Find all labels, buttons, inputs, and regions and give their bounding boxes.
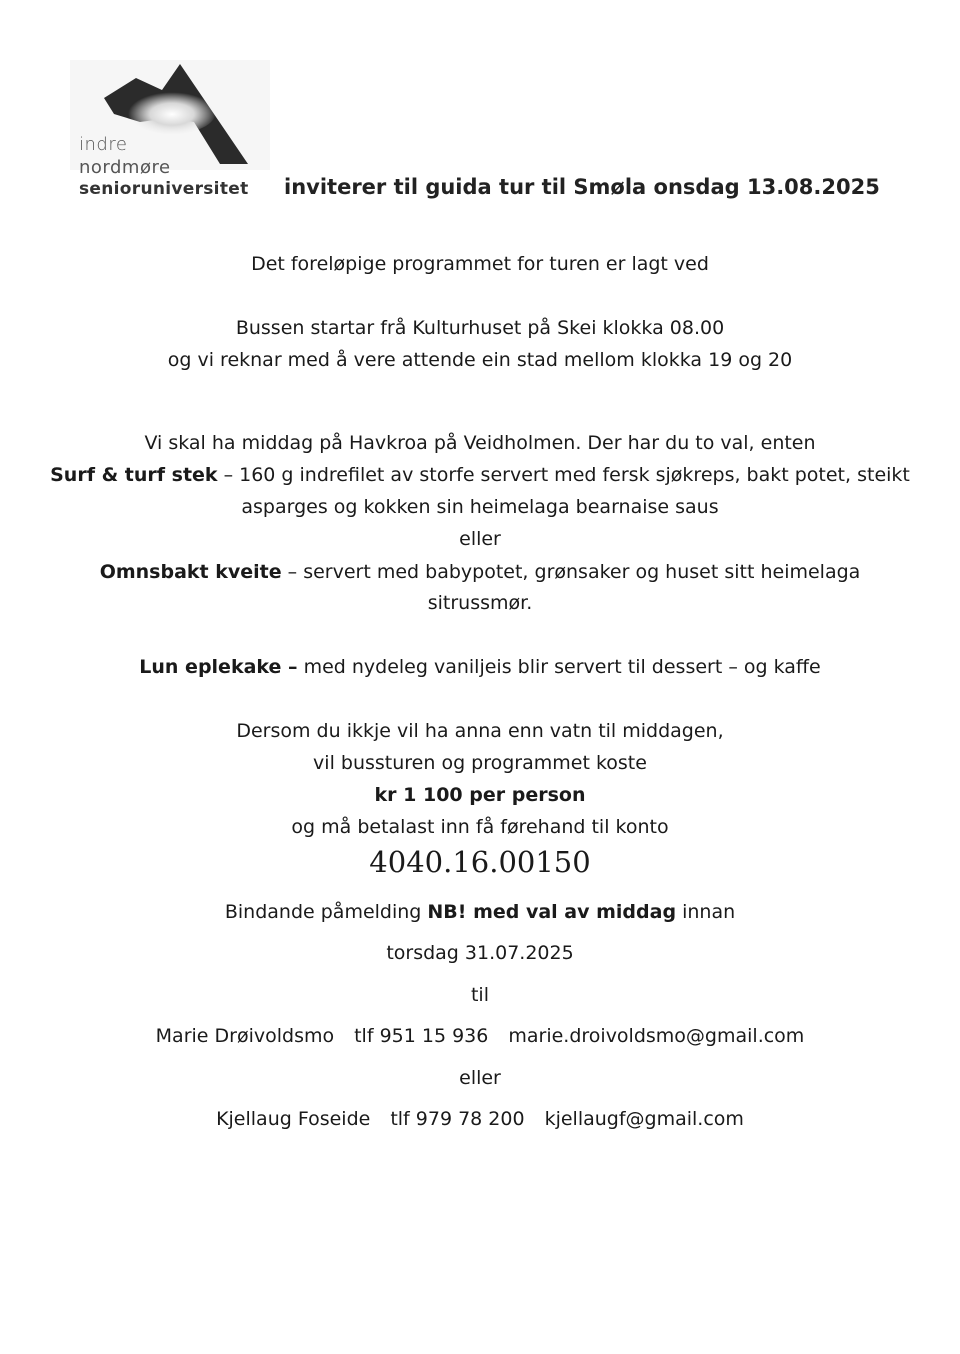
contact-name: Kjellaug Foseide: [216, 1108, 371, 1130]
contact-phone: tlf 979 78 200: [390, 1108, 525, 1130]
dinner-option-1: [0, 464, 960, 486]
signup-suffix: innan: [676, 901, 736, 923]
contact-phone: tlf 951 15 936: [354, 1025, 489, 1047]
price-line-1: Dersom du ikkje vil ha anna enn vatn til middagen,: [236, 720, 724, 742]
dessert: [0, 656, 960, 678]
signup-nb: NB! med val av middag: [427, 901, 677, 923]
option-1-desc-cont: asparges og kokken sin heimelaga bearnaise saus: [241, 496, 719, 518]
dinner-option-2: [0, 561, 960, 583]
signup-to: til: [470, 984, 489, 1006]
price-amount: kr 1 100 per person: [374, 784, 586, 806]
bus-departure: Bussen startar frå Kulturhuset på Skei klokka 08.00: [235, 317, 725, 339]
option-2-desc: – servert med babypotet, grønsaker og huset sitt heimelaga: [281, 561, 861, 583]
option-2-name: Omnsbakt kveite: [99, 561, 282, 583]
contact-name: Marie Drøivoldsmo: [155, 1025, 335, 1047]
contact-email[interactable]: kjellaugf@gmail.com: [544, 1108, 744, 1130]
dinner-or: eller: [459, 528, 501, 550]
dessert-name: Lun eplekake –: [139, 656, 298, 678]
logo-text-nordmore: nordmøre: [79, 157, 171, 178]
bus-return: og vi reknar med å vere attende ein stad mellom klokka 19 og 20: [167, 349, 793, 371]
option-1-desc: – 160 g indrefilet av storfe servert med fersk sjøkreps, bakt potet, steikt: [217, 464, 910, 486]
dinner-intro: Vi skal ha middag på Havkroa på Veidholmen. Der har du to val, enten: [144, 432, 816, 454]
price-line-2: vil bussturen og programmet koste: [313, 752, 647, 774]
headline: inviterer til guida tur til Smøla onsdag 13.08.2025: [284, 175, 880, 199]
logo-text-senioruniversitet: senioruniversitet: [79, 179, 249, 199]
signup-prefix: Bindande påmelding: [224, 901, 428, 923]
contact-row: [0, 1108, 960, 1130]
account-number: 4040.16.00150: [369, 845, 591, 879]
dessert-desc: med nydeleg vaniljeis blir servert til dessert – og kaffe: [297, 656, 821, 678]
signup-line: [0, 901, 960, 923]
price-line-3: og må betalast inn få førehand til konto: [291, 816, 669, 838]
contacts-or: eller: [459, 1067, 501, 1089]
contact-email[interactable]: marie.droivoldsmo@gmail.com: [508, 1025, 805, 1047]
intro-text: Det foreløpige programmet for turen er lagt ved: [251, 253, 709, 275]
option-1-name: Surf & turf stek: [50, 464, 218, 486]
logo-text-indre: indre: [79, 134, 128, 155]
option-2-desc-cont: sitrussmør.: [427, 592, 533, 614]
organization-logo: [70, 60, 275, 205]
signup-date: torsdag 31.07.2025: [386, 942, 574, 964]
contact-row: [0, 1025, 960, 1047]
